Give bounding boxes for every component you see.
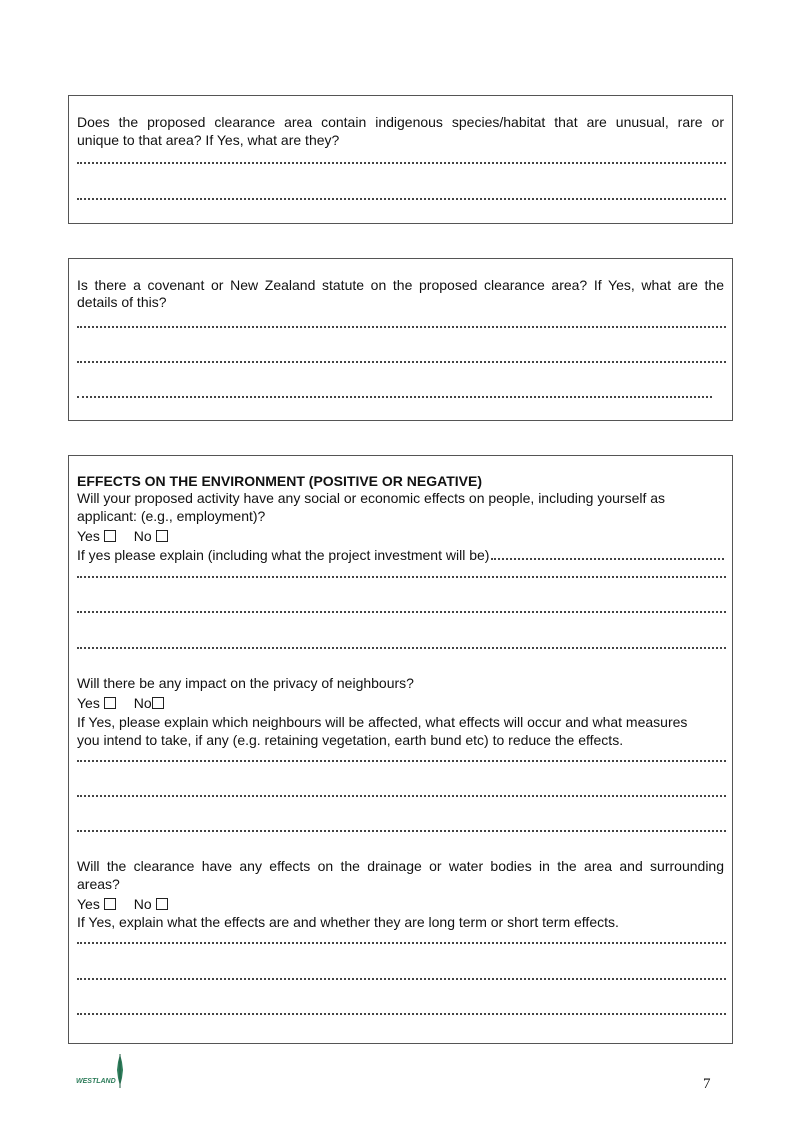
section-heading: EFFECTS ON THE ENVIRONMENT (POSITIVE OR NEGATIVE) xyxy=(77,473,482,489)
answer-line[interactable] xyxy=(77,940,726,944)
indigenous-species-section xyxy=(68,95,733,224)
page-number: 7 xyxy=(703,1076,711,1092)
yes-label: Yes xyxy=(77,896,100,912)
tree-icon xyxy=(117,1054,123,1088)
answer-line[interactable] xyxy=(491,546,724,560)
covenant-section xyxy=(68,258,733,421)
yes-label: Yes xyxy=(77,695,100,711)
question-text: Will there be any impact on the privacy of neighbours? xyxy=(77,675,414,691)
no-label: No xyxy=(133,695,152,711)
svg-text:WESTLAND: WESTLAND xyxy=(76,1078,116,1085)
explain-text: If Yes, please explain which neighbours will be affected, what effects will occur and what measures xyxy=(77,714,688,730)
yes-no-row xyxy=(77,895,724,913)
no-label: No xyxy=(133,528,152,544)
question-text: details of this? xyxy=(77,294,167,310)
answer-line[interactable] xyxy=(77,793,726,797)
answer-line[interactable] xyxy=(77,758,726,762)
explain-text: you intend to take, if any (e.g. retaining vegetation, earth bund etc) to reduce the effects. xyxy=(77,732,624,748)
no-checkbox[interactable] xyxy=(152,697,164,709)
question-text: applicant: (e.g., employment)? xyxy=(77,508,266,524)
answer-line[interactable] xyxy=(77,645,726,649)
answer-line[interactable] xyxy=(77,828,726,832)
explain-text: If Yes, explain what the effects are and whether they are long term or short term effects. xyxy=(77,914,619,930)
no-label: No xyxy=(133,896,152,912)
answer-line[interactable] xyxy=(77,160,726,164)
answer-line[interactable] xyxy=(77,574,726,578)
question-text: unique to that area? If Yes, what are they? xyxy=(77,132,340,148)
answer-line[interactable] xyxy=(77,196,726,200)
answer-line[interactable] xyxy=(77,324,726,328)
yes-no-row xyxy=(77,527,724,545)
westland-logo xyxy=(74,1052,134,1088)
question-text: Is there a covenant or New Zealand statute on the proposed clearance area? If Yes, what are the xyxy=(77,277,724,293)
yes-no-row xyxy=(77,694,724,712)
explain-text: If yes please explain (including what the project investment will be) xyxy=(77,547,490,563)
answer-line[interactable] xyxy=(77,976,726,980)
answer-line[interactable] xyxy=(77,609,726,613)
question-text: Will your proposed activity have any social or economic effects on people, including yourself as xyxy=(77,490,666,506)
answer-line[interactable] xyxy=(77,1011,726,1015)
yes-checkbox[interactable] xyxy=(104,697,116,709)
no-checkbox[interactable] xyxy=(156,530,168,542)
explain-row xyxy=(77,546,724,564)
answer-line[interactable] xyxy=(77,394,712,398)
question-text: areas? xyxy=(77,876,120,892)
question-text: Will the clearance have any effects on the drainage or water bodies in the area and surrounding xyxy=(77,858,724,874)
no-checkbox[interactable] xyxy=(156,898,168,910)
yes-checkbox[interactable] xyxy=(104,898,116,910)
yes-checkbox[interactable] xyxy=(104,530,116,542)
question-text: Does the proposed clearance area contain indigenous species/habitat that are unusual, rare or xyxy=(77,114,724,130)
environment-effects-section xyxy=(68,455,733,1044)
yes-label: Yes xyxy=(77,528,100,544)
answer-line[interactable] xyxy=(77,359,726,363)
